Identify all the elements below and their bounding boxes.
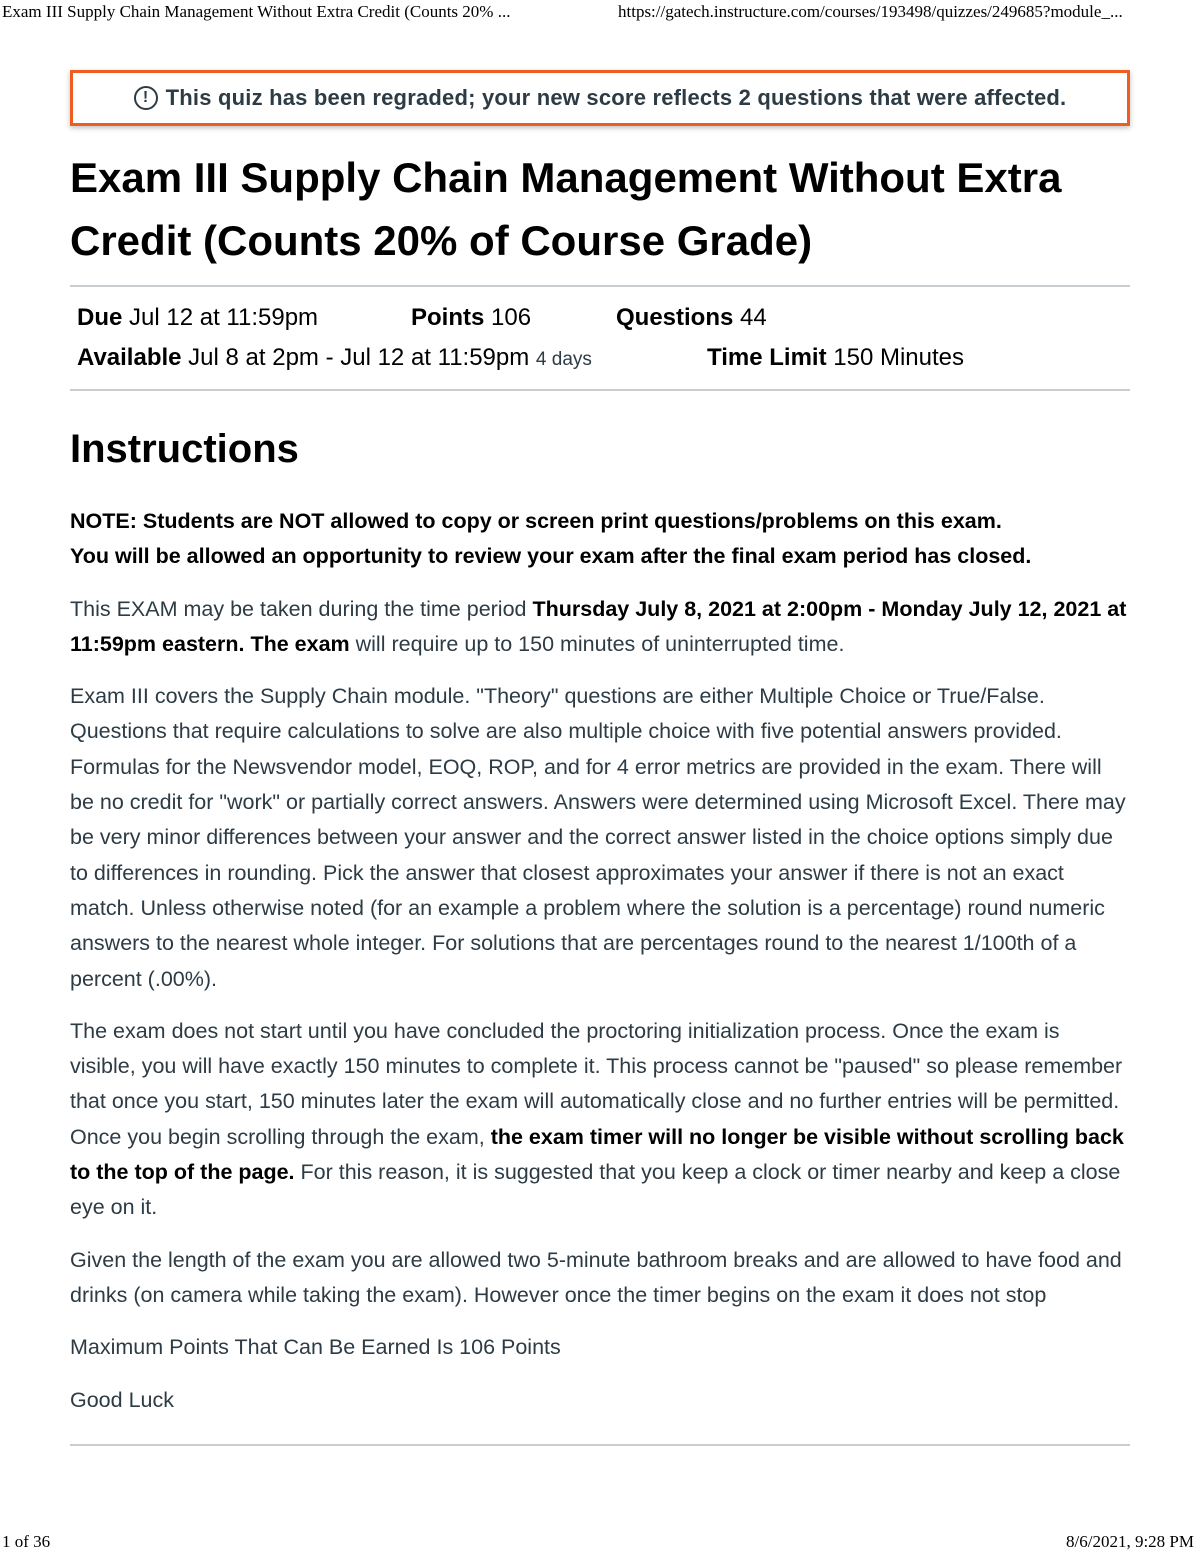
questions-label: Questions: [616, 304, 734, 331]
time-limit-value: 150 Minutes: [833, 344, 964, 371]
due-detail: [77, 304, 318, 332]
instructions-heading: Instructions: [70, 427, 299, 471]
breaks-paragraph: Given the length of the exam you are allowed two 5-minute bathroom breaks and are allowed to have food and drinks (on camera while taking the exam). However once the timer begins on the exam it does not stop: [70, 1247, 1122, 1307]
divider: [70, 1444, 1130, 1446]
time-period-emphasis: Thursday July 8, 2021 at 2:00pm - Monday July 12, 2021 at 11:59pm eastern. The exam: [70, 596, 1127, 656]
print-header-title: Exam III Supply Chain Management Without Extra Credit (Counts 20% ...: [2, 2, 511, 21]
coverage-paragraph: Exam III covers the Supply Chain module. "Theory" questions are either Multiple Choice or True/False. Questions that require calculations to solve are also multiple choice with five potential answers provided. Formulas for the Newsvendor model, EOQ, ROP, and for 4 error metrics are provided in the exam. There will be no credit for "work" or partially correct answers. Answers were determined using Microsoft Excel. There may be very minor differences between your answer and the correct answer listed in the choice options simply due to differences in rounding. Pick the answer that closest approximates your answer if there is not an exact match. Unless otherwise noted (for an example a problem where the solution is a percentage) round numeric answers to the nearest whole integer. For solutions that are percentages round to the nearest 1/100th of a percent (.00%).: [70, 684, 1126, 991]
print-header-url: https://gatech.instructure.com/courses/193498/quizzes/249685?module_...: [618, 2, 1123, 21]
time-limit-label: Time Limit: [707, 344, 827, 371]
instructions-body: [70, 504, 1130, 1418]
proctoring-tail: For this reason, it is suggested that you keep a clock or timer nearby and keep a close eye on it.: [70, 1160, 1121, 1220]
print-footer: [0, 1532, 1200, 1552]
time-limit-detail: [707, 344, 964, 372]
note-line-2: You will be allowed an opportunity to review your exam after the final exam period has closed.: [70, 544, 1032, 569]
quiz-title: Exam III Supply Chain Management Without Extra Credit (Counts 20% of Course Grade): [70, 154, 1062, 264]
time-period-tail: will require up to 150 minutes of uninterrupted time.: [349, 631, 845, 656]
questions-value: 44: [740, 304, 767, 331]
available-detail: [77, 344, 592, 372]
questions-detail: [616, 304, 767, 332]
available-value: Jul 8 at 2pm - Jul 12 at 11:59pm: [188, 344, 530, 371]
time-period-text: This EXAM may be taken during the time period: [70, 596, 533, 621]
time-period-paragraph: [70, 592, 1130, 663]
regrade-alert: [70, 70, 1130, 126]
quiz-content: [70, 70, 1130, 1446]
print-header: [0, 2, 1200, 24]
due-label: Due: [77, 304, 123, 331]
proctoring-emphasis: the exam timer will no longer be visible without scrolling back to the top of the page.: [70, 1124, 1124, 1185]
divider: [70, 389, 1130, 391]
points-label: Points: [411, 304, 485, 331]
warning-icon: !: [134, 86, 158, 110]
max-points-paragraph: Maximum Points That Can Be Earned Is 106 Points: [70, 1335, 561, 1360]
instructions-note: [70, 504, 1130, 575]
page-number: 1 of 36: [2, 1532, 51, 1551]
good-luck-paragraph: Good Luck: [70, 1387, 174, 1412]
available-label: Available: [77, 344, 182, 371]
regrade-alert-text: This quiz has been regraded; your new score reflects 2 questions that were affected.: [165, 85, 1067, 110]
due-value: Jul 12 at 11:59pm: [129, 304, 319, 331]
proctoring-text: The exam does not start until you have concluded the proctoring initialization process. Once the exam is visible, you will have exactly 150 minutes to complete it. This process cannot be "paused" so please remember that once you start, 150 minutes later the exam will automatically close and no further entries will be permitted. Once you begin scrolling through the exam,: [70, 1018, 1123, 1149]
proctoring-paragraph: [70, 1014, 1130, 1226]
note-line-1: NOTE: Students are NOT allowed to copy or screen print questions/problems on this exam.: [70, 509, 1002, 533]
print-datetime: 8/6/2021, 9:28 PM: [1066, 1532, 1194, 1551]
points-detail: [411, 304, 531, 332]
available-duration: 4 days: [535, 349, 592, 370]
points-value: 106: [491, 304, 532, 331]
quiz-details: [70, 287, 1130, 389]
